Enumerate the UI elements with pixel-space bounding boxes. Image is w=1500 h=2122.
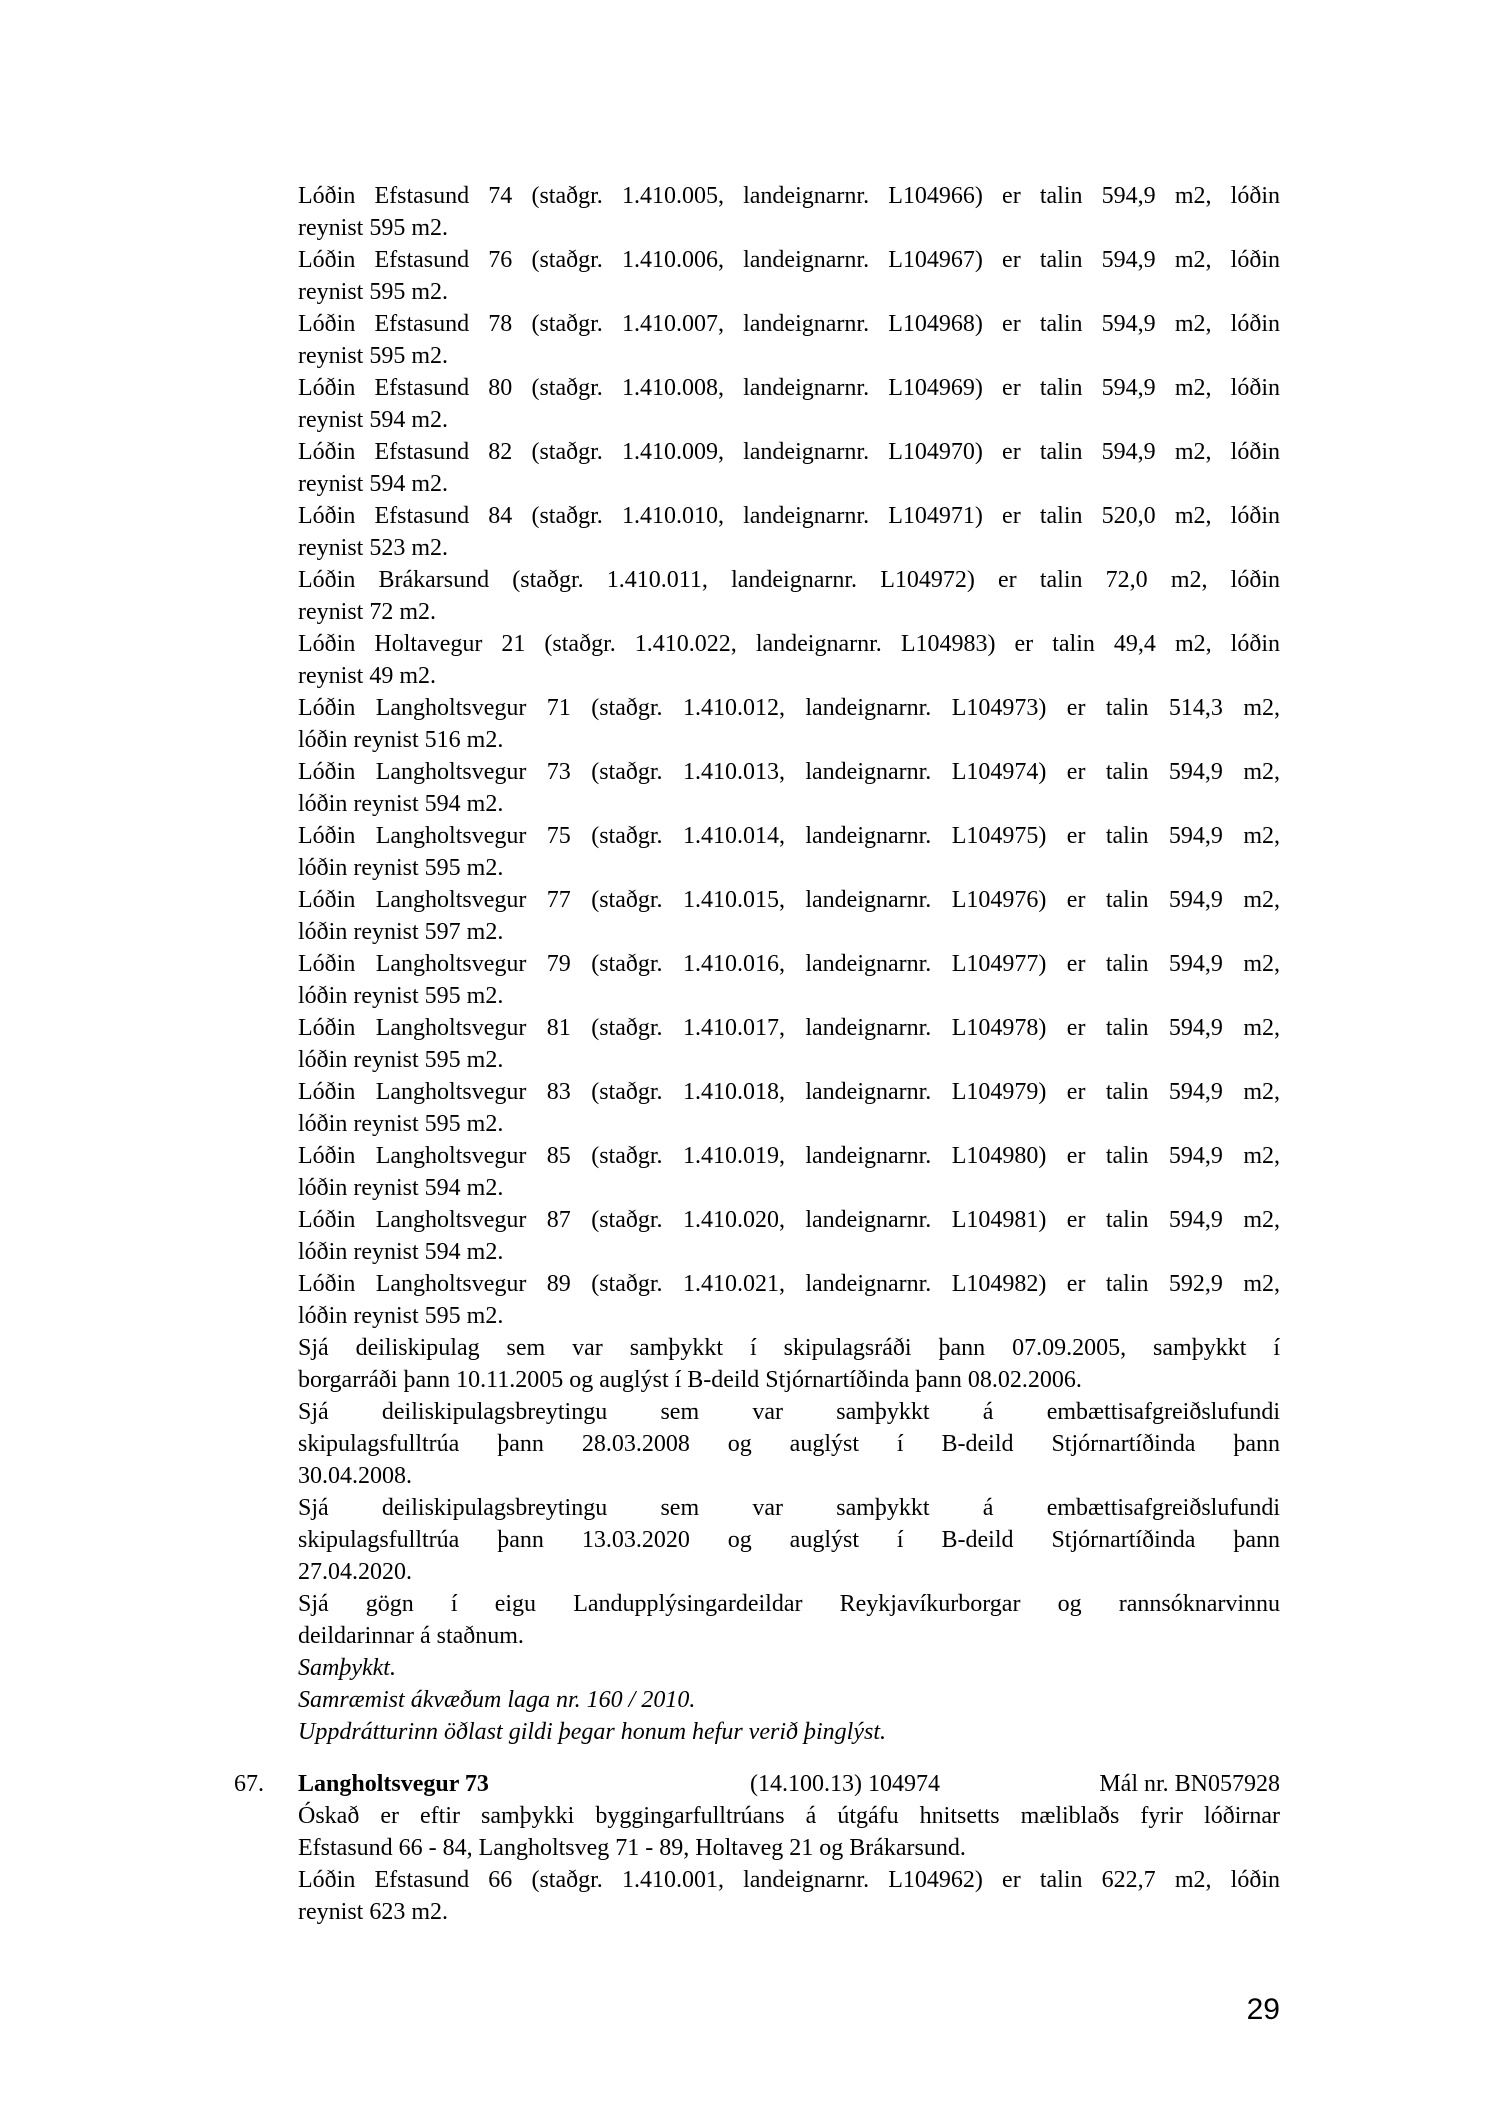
decision-line: Uppdrátturinn öðlast gildi þegar honum hefur verið þinglýst.: [298, 1719, 886, 1745]
lot-line: reynist 595 m2.: [298, 215, 448, 241]
lot-line: Lóðin Efstasund 84 (staðgr. 1.410.010, landeignarnr. L104971) er talin 520,0 m2, lóðin: [298, 503, 1280, 529]
lot-paragraph: [298, 1076, 1280, 1140]
lot-line: lóðin reynist 595 m2.: [298, 1303, 504, 1329]
lot-line: lóðin reynist 594 m2.: [298, 1239, 504, 1265]
lot-line: lóðin reynist 595 m2.: [298, 983, 504, 1009]
lot-line: Lóðin Efstasund 78 (staðgr. 1.410.007, landeignarnr. L104968) er talin 594,9 m2, lóðin: [298, 311, 1280, 337]
lot-line: reynist 49 m2.: [298, 663, 436, 689]
lot-line: Lóðin Langholtsvegur 79 (staðgr. 1.410.016, landeignarnr. L104977) er talin 594,9 m2,: [298, 951, 1280, 977]
planning-note: [298, 1396, 1280, 1492]
lot-paragraph: [298, 1204, 1280, 1268]
lot-line: lóðin reynist 594 m2.: [298, 791, 504, 817]
lot-line: reynist 595 m2.: [298, 343, 448, 369]
lot-line: Lóðin Efstasund 80 (staðgr. 1.410.008, landeignarnr. L104969) er talin 594,9 m2, lóðin: [298, 375, 1280, 401]
note-line: Sjá deiliskipulagsbreytingu sem var samþykkt á embættisafgreiðslufundi: [298, 1495, 1280, 1521]
lot-paragraph: [298, 820, 1280, 884]
lot-line: Lóðin Langholtsvegur 85 (staðgr. 1.410.019, landeignarnr. L104980) er talin 594,9 m2,: [298, 1143, 1280, 1169]
lot-line: reynist 595 m2.: [298, 279, 448, 305]
decision-line: Samþykkt.: [298, 1655, 396, 1681]
lot-line: reynist 72 m2.: [298, 599, 436, 625]
note-line: Sjá deiliskipulag sem var samþykkt í skipulagsráði þann 07.09.2005, samþykkt í: [298, 1335, 1280, 1361]
item-67-line: Lóðin Efstasund 66 (staðgr. 1.410.001, landeignarnr. L104962) er talin 622,7 m2, lóðin: [298, 1867, 1280, 1893]
lot-line: lóðin reynist 595 m2.: [298, 855, 504, 881]
item-reference: (14.100.13) 104974: [750, 1771, 940, 1797]
decision-line: Samræmist ákvæðum laga nr. 160 / 2010.: [298, 1687, 696, 1713]
lot-line: lóðin reynist 595 m2.: [298, 1111, 504, 1137]
note-line: skipulagsfulltrúa þann 28.03.2008 og auglýst í B-deild Stjórnartíðinda þann: [298, 1431, 1280, 1457]
lot-paragraph: [298, 372, 1280, 436]
planning-note: [298, 1492, 1280, 1588]
item-67-line: Óskað er eftir samþykki byggingarfulltrúans á útgáfu hnitsetts mæliblaðs fyrir lóðirnar: [298, 1803, 1280, 1829]
page-number: 29: [1246, 1993, 1280, 2026]
lot-line: lóðin reynist 516 m2.: [298, 727, 504, 753]
item-title: Langholtsvegur 73: [298, 1771, 489, 1797]
lot-paragraph: [298, 500, 1280, 564]
item-67-line: Efstasund 66 - 84, Langholtsveg 71 - 89, Holtaveg 21 og Brákarsund.: [298, 1835, 966, 1861]
lot-line: reynist 594 m2.: [298, 471, 448, 497]
lot-line: reynist 594 m2.: [298, 407, 448, 433]
lot-line: Lóðin Efstasund 82 (staðgr. 1.410.009, landeignarnr. L104970) er talin 594,9 m2, lóðin: [298, 439, 1280, 465]
item-number: 67.: [234, 1771, 264, 1797]
lot-paragraph: [298, 1140, 1280, 1204]
lot-line: Lóðin Langholtsvegur 75 (staðgr. 1.410.014, landeignarnr. L104975) er talin 594,9 m2,: [298, 823, 1280, 849]
note-line: 27.04.2020.: [298, 1559, 412, 1585]
lot-paragraph: [298, 1268, 1280, 1332]
note-line: Sjá gögn í eigu Landupplýsingardeildar Reykjavíkurborgar og rannsóknarvinnu: [298, 1591, 1280, 1617]
lot-line: Lóðin Langholtsvegur 81 (staðgr. 1.410.017, landeignarnr. L104978) er talin 594,9 m2,: [298, 1015, 1280, 1041]
lot-line: lóðin reynist 597 m2.: [298, 919, 504, 945]
lot-line: reynist 523 m2.: [298, 535, 448, 561]
minutes-text-block: [234, 180, 1280, 1928]
item-67-header: [234, 1768, 1280, 1800]
lot-line: Lóðin Efstasund 76 (staðgr. 1.410.006, landeignarnr. L104967) er talin 594,9 m2, lóðin: [298, 247, 1280, 273]
note-line: 30.04.2008.: [298, 1463, 412, 1489]
lot-line: Lóðin Brákarsund (staðgr. 1.410.011, landeignarnr. L104972) er talin 72,0 m2, lóðin: [298, 567, 1280, 593]
lot-line: Lóðin Efstasund 74 (staðgr. 1.410.005, landeignarnr. L104966) er talin 594,9 m2, lóðin: [298, 183, 1280, 209]
lot-line: Lóðin Holtavegur 21 (staðgr. 1.410.022, landeignarnr. L104983) er talin 49,4 m2, lóðin: [298, 631, 1280, 657]
lot-paragraph: [298, 436, 1280, 500]
lot-line: Lóðin Langholtsvegur 87 (staðgr. 1.410.020, landeignarnr. L104981) er talin 594,9 m2,: [298, 1207, 1280, 1233]
lot-line: lóðin reynist 595 m2.: [298, 1047, 504, 1073]
item-case-number: Mál nr. BN057928: [1099, 1771, 1280, 1797]
lot-paragraph: [298, 564, 1280, 628]
lot-paragraph: [298, 1012, 1280, 1076]
lot-line: Lóðin Langholtsvegur 73 (staðgr. 1.410.013, landeignarnr. L104974) er talin 594,9 m2,: [298, 759, 1280, 785]
lot-line: Lóðin Langholtsvegur 71 (staðgr. 1.410.012, landeignarnr. L104973) er talin 514,3 m2,: [298, 695, 1280, 721]
note-line: skipulagsfulltrúa þann 13.03.2020 og auglýst í B-deild Stjórnartíðinda þann: [298, 1527, 1280, 1553]
lot-paragraph: [298, 756, 1280, 820]
lot-line: Lóðin Langholtsvegur 77 (staðgr. 1.410.015, landeignarnr. L104976) er talin 594,9 m2,: [298, 887, 1280, 913]
lot-paragraph: [298, 308, 1280, 372]
note-line: Sjá deiliskipulagsbreytingu sem var samþykkt á embættisafgreiðslufundi: [298, 1399, 1280, 1425]
note-line: deildarinnar á staðnum.: [298, 1623, 524, 1649]
lot-line: Lóðin Langholtsvegur 89 (staðgr. 1.410.021, landeignarnr. L104982) er talin 592,9 m2,: [298, 1271, 1280, 1297]
lot-line: Lóðin Langholtsvegur 83 (staðgr. 1.410.018, landeignarnr. L104979) er talin 594,9 m2,: [298, 1079, 1280, 1105]
planning-note: [298, 1588, 1280, 1652]
lot-paragraph: [298, 244, 1280, 308]
lot-paragraph: [298, 884, 1280, 948]
item-67-paragraph: [298, 1864, 1280, 1928]
lot-paragraph: [298, 628, 1280, 692]
lot-paragraph: [298, 180, 1280, 244]
note-line: borgarráði þann 10.11.2005 og auglýst í B-deild Stjórnartíðinda þann 08.02.2006.: [298, 1367, 1082, 1393]
item-67-line: reynist 623 m2.: [298, 1899, 448, 1925]
item-67-paragraph: [298, 1800, 1280, 1864]
lot-line: lóðin reynist 594 m2.: [298, 1175, 504, 1201]
lot-paragraph: [298, 948, 1280, 1012]
planning-note: [298, 1332, 1280, 1396]
lot-paragraph: [298, 692, 1280, 756]
